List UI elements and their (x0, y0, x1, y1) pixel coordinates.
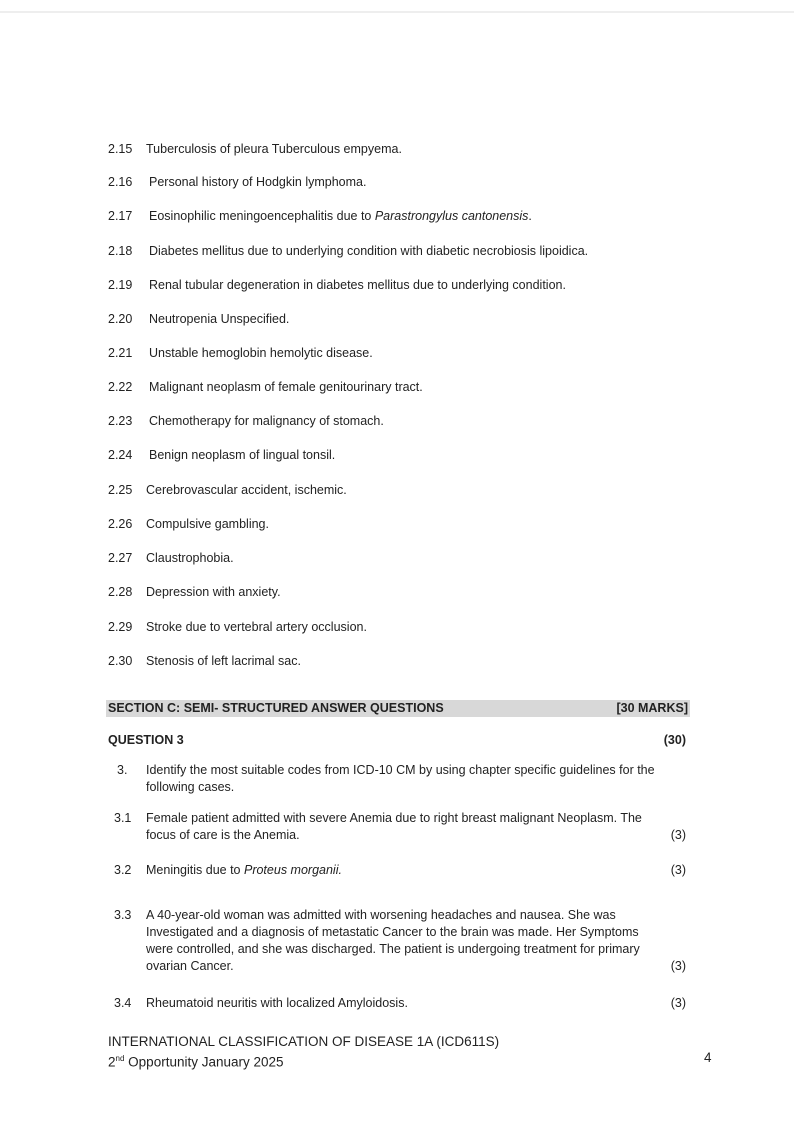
section-marks: [30 MARKS] (616, 701, 688, 715)
footer-course: INTERNATIONAL CLASSIFICATION OF DISEASE 1A (ICD611S) (108, 1034, 500, 1049)
item-number: 2.20 (108, 312, 133, 326)
list-item (108, 243, 588, 259)
list-item (108, 345, 373, 361)
scan-edge (0, 11, 794, 13)
question-heading (108, 732, 686, 748)
item-number: 2.28 (108, 585, 133, 599)
question-marks: (30) (663, 733, 686, 747)
item-text: Cerebrovascular accident, ischemic. (146, 483, 347, 497)
list-item (108, 413, 384, 429)
question-text-italic: Proteus morganii. (243, 863, 342, 877)
footer-opportunity: 2nd Opportunity January 2025 (108, 1054, 284, 1070)
list-item (108, 447, 335, 463)
list-item (108, 141, 402, 157)
section-header (106, 700, 690, 717)
item-text-italic: Parastrongylus cantonensis (374, 209, 529, 223)
item-text: Unstable hemoglobin hemolytic disease. (149, 346, 373, 360)
question-marks: (3) (670, 959, 686, 973)
question-text: A 40-year-old woman was admitted with worsening headaches and nausea. She was Investigated and a diagnosis of metastatic Cancer to the brain was made. Her Symptoms were controlled, and she was discharged. The patient is undergoing treatment for primary ovarian Cancer. (146, 908, 640, 973)
question-item (114, 810, 686, 844)
list-item (108, 550, 234, 566)
item-text: Compulsive gambling. (146, 517, 269, 531)
item-number: 2.22 (108, 380, 133, 394)
item-number: 2.18 (108, 244, 133, 258)
question-marks: (3) (670, 996, 686, 1010)
item-number: 2.16 (108, 175, 133, 189)
list-item (108, 379, 423, 395)
item-text: Stenosis of left lacrimal sac. (146, 654, 301, 668)
item-number: 2.29 (108, 620, 133, 634)
item-number: 2.25 (108, 483, 133, 497)
question-text: Female patient admitted with severe Anemia due to right breast malignant Neoplasm. The focus of care is the Anemia. (146, 811, 642, 842)
item-number: 2.26 (108, 517, 133, 531)
list-item (108, 311, 289, 327)
item-number: 2.23 (108, 414, 133, 428)
list-item: 2.17 Eosinophilic meningoencephalitis due to Parastrongylus cantonensis. (108, 209, 532, 223)
item-text: Tuberculosis of pleura Tuberculous empyema. (146, 142, 402, 156)
question-number: 3.1 (114, 811, 132, 825)
list-item (108, 516, 269, 532)
item-text: Eosinophilic meningoencephalitis due to (149, 209, 375, 223)
footer (108, 1033, 499, 1071)
question-item (114, 907, 686, 975)
item-number: 2.17 (108, 209, 133, 223)
question-number: 3.3 (114, 908, 132, 922)
item-number: 2.15 (108, 142, 133, 156)
question-marks: (3) (670, 863, 686, 877)
item-text: Personal history of Hodgkin lymphoma. (149, 175, 367, 189)
item-text: Diabetes mellitus due to underlying condition with diabetic necrobiosis lipoidica. (149, 244, 589, 258)
item-text: Renal tubular degeneration in diabetes mellitus due to underlying condition. (149, 278, 566, 292)
item-text: Depression with anxiety. (146, 585, 281, 599)
list-item (108, 584, 281, 600)
question-title: QUESTION 3 (108, 733, 184, 747)
question-item (114, 995, 686, 1012)
page-number: 4 (704, 1050, 712, 1065)
question-item (117, 762, 689, 796)
item-text: Benign neoplasm of lingual tonsil. (149, 448, 336, 462)
question-text: Identify the most suitable codes from ICD-10 CM by using chapter specific guidelines for the following cases. (146, 763, 655, 794)
question-number: 3. (117, 763, 128, 777)
item-text: Chemotherapy for malignancy of stomach. (149, 414, 384, 428)
item-number: 2.19 (108, 278, 133, 292)
question-number: 3.4 (114, 996, 132, 1010)
list-item (108, 482, 347, 498)
item-number: 2.24 (108, 448, 133, 462)
question-marks: (3) (670, 828, 686, 842)
list-item (108, 653, 301, 669)
list-item (108, 619, 367, 635)
question-text: Meningitis due to (146, 863, 244, 877)
question-number: 3.2 (114, 863, 132, 877)
section-title: SECTION C: SEMI- STRUCTURED ANSWER QUESTIONS (108, 701, 444, 715)
item-number: 2.27 (108, 551, 133, 565)
item-text: Malignant neoplasm of female genitourinary tract. (149, 380, 423, 394)
item-number: 2.21 (108, 346, 133, 360)
item-text: Neutropenia Unspecified. (149, 312, 290, 326)
question-text: Rheumatoid neuritis with localized Amyloidosis. (146, 996, 408, 1010)
list-item (108, 277, 566, 293)
item-text: Claustrophobia. (146, 551, 234, 565)
item-number: 2.30 (108, 654, 133, 668)
question-item (114, 862, 686, 879)
list-item (108, 174, 366, 190)
item-text: Stroke due to vertebral artery occlusion. (146, 620, 367, 634)
